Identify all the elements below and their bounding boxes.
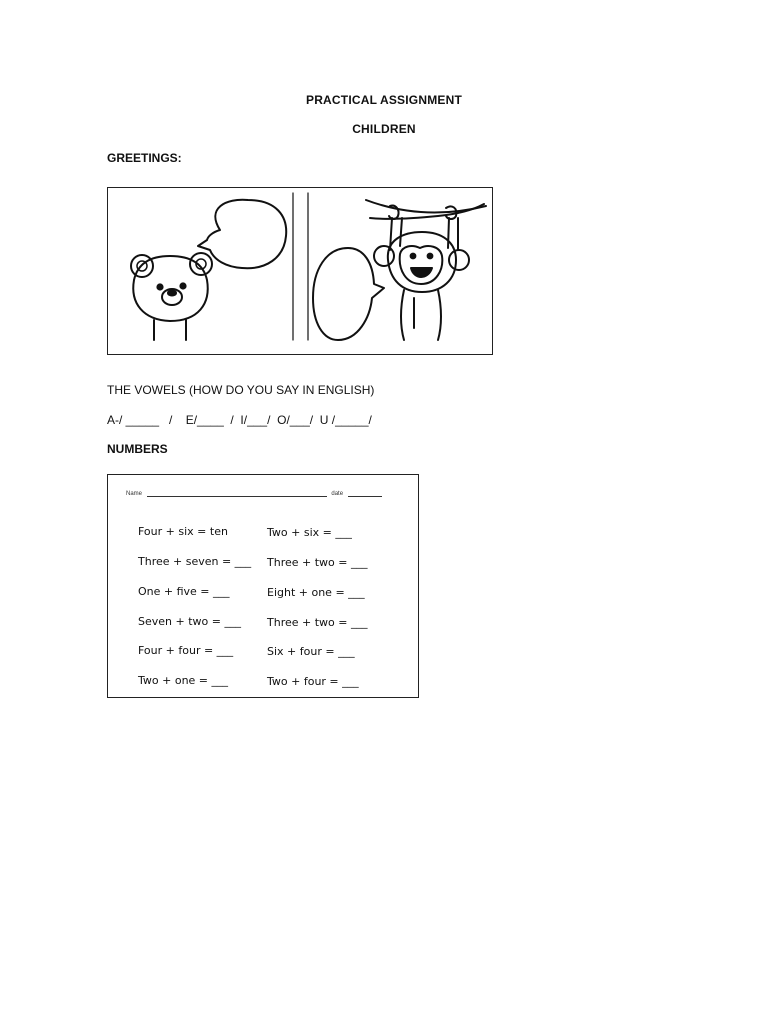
equation-left-4: Seven + two = ___ (138, 615, 241, 628)
panel-divider (293, 193, 308, 340)
equation-left-1: Four + six = ten (138, 525, 228, 538)
equation-left-2: Three + seven = ___ (138, 555, 252, 568)
vowels-heading: THE VOWELS (HOW DO YOU SAY IN ENGLISH) (107, 383, 375, 397)
name-label: Name (126, 491, 143, 497)
equation-left-6: Two + one = ___ (138, 674, 229, 687)
page-subtitle: CHILDREN (352, 122, 416, 136)
equation-right-5: Six + four = ___ (267, 645, 355, 658)
equation-right-6: Two + four = ___ (267, 675, 359, 688)
greetings-heading: GREETINGS: (107, 151, 182, 165)
equation-left-3: One + five = ___ (138, 585, 230, 598)
monkey-icon (366, 200, 486, 340)
name-field-line[interactable] (147, 490, 327, 497)
equation-right-1: Two + six = ___ (267, 526, 352, 539)
date-label: date (331, 491, 344, 497)
numbers-worksheet (107, 474, 419, 698)
equation-right-3: Eight + one = ___ (267, 586, 365, 599)
equation-right-2: Three + two = ___ (267, 556, 368, 569)
equation-left-5: Four + four = ___ (138, 644, 234, 657)
vowels-line: A-/ _____ / E/____ / I/___/ O/___/ U /_____/ (107, 413, 372, 427)
date-field-line[interactable] (348, 490, 382, 497)
worksheet-header (126, 490, 382, 497)
bear-icon (131, 253, 212, 340)
equation-right-4: Three + two = ___ (267, 616, 368, 629)
monkey-speech-bubble (313, 248, 384, 340)
numbers-heading: NUMBERS (107, 442, 168, 456)
greetings-illustration (107, 187, 493, 355)
page-title: PRACTICAL ASSIGNMENT (305, 93, 462, 107)
